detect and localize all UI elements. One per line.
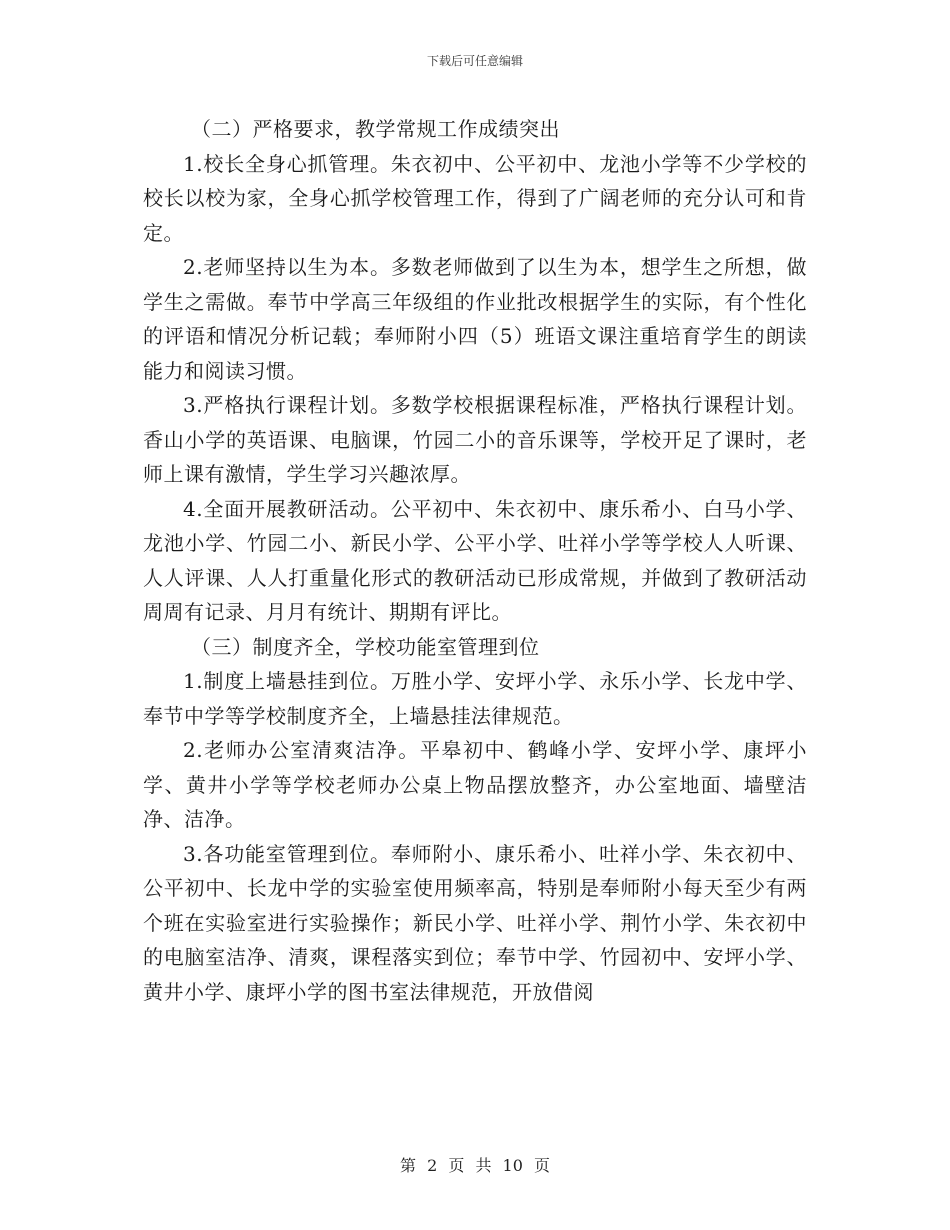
paragraph: 2.老师坚持以生为本。多数老师做到了以生为本，想学生之所想，做学生之需做。奉节中学高三年级组的作业批改根据学生的实际，有个性化的评语和情况分析记载；奉师附小四（5）班语文课注重培育学生的朗读能力和阅读习惯。 xyxy=(143,255,807,383)
paragraph: 1.制度上墙悬挂到位。万胜小学、安坪小学、永乐小学、长龙中学、奉节中学等学校制度齐全，上墙悬挂法律规范。 xyxy=(143,669,807,728)
page-header: 下载后可任意编辑 xyxy=(426,54,523,68)
paragraph: 3.各功能室管理到位。奉师附小、康乐希小、吐祥小学、朱衣初中、公平初中、长龙中学的实验室使用频率高，特别是奉师附小每天至少有两个班在实验室进行实验操作；新民小学、吐祥小学、荆竹小学、朱衣初中的电脑室洁净、清爽，课程落实到位；奉节中学、竹园初中、安坪小学、黄井小学、康坪小学的图书室法律规范，开放借阅 xyxy=(143,841,807,1004)
paragraph: 1.校长全身心抓管理。朱衣初中、公平初中、龙池小学等不少学校的校长以校为家，全身心抓学校管理工作，得到了广阔老师的充分认可和肯定。 xyxy=(143,151,807,245)
section-heading-3: （三）制度齐全，学校功能室管理到位 xyxy=(191,634,540,659)
section-heading-2: （二）严格要求，教学常规工作成绩突出 xyxy=(191,117,560,141)
document-body xyxy=(143,112,807,1009)
paragraph: 2.老师办公室清爽洁净。平皋初中、鹤峰小学、安坪小学、康坪小学、黄井小学等学校老师办公桌上物品摆放整齐，办公室地面、墙壁洁净、洁净。 xyxy=(143,738,807,831)
paragraph: 3.严格执行课程计划。多数学校根据课程标准，严格执行课程计划。香山小学的英语课、电脑课，竹园二小的音乐课等，学校开足了课时，老师上课有激情，学生学习兴趣浓厚。 xyxy=(143,393,807,486)
page-number-footer: 第 2 页 共 10 页 xyxy=(400,1156,550,1175)
paragraph: 4.全面开展教研活动。公平初中、朱衣初中、康乐希小、白马小学、龙池小学、竹园二小、新民小学、公平小学、吐祥小学等学校人人听课、人人评课、人人打重量化形式的教研活动已形成常规，并做到了教研活动周周有记录、月月有统计、期期有评比。 xyxy=(143,496,807,624)
